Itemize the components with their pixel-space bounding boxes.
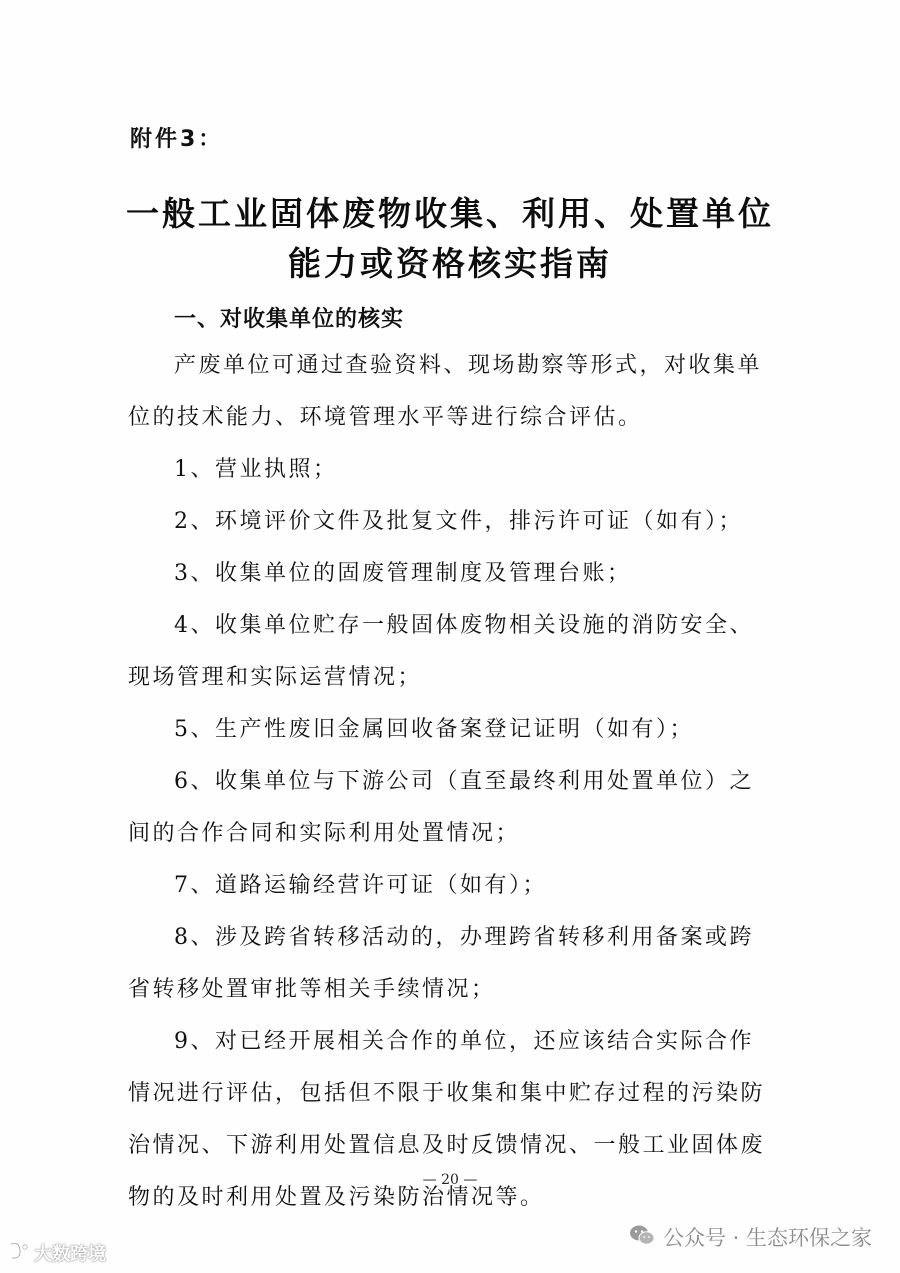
watermark-brand-text: 大数跨境 bbox=[34, 1244, 106, 1265]
body-line: 治情况、下游利用处置信息及时反馈情况、一般工业固体废 bbox=[128, 1133, 766, 1158]
body-line: 2、环境评价文件及批复文件，排污许可证（如有）； bbox=[174, 509, 743, 534]
body-line: 7、道路运输经营许可证（如有）； bbox=[174, 873, 547, 898]
body-line: 8、涉及跨省转移活动的，办理跨省转移利用备案或跨 bbox=[174, 925, 754, 950]
wechat-icon bbox=[629, 1224, 655, 1251]
body-line: 间的合作合同和实际利用处置情况； bbox=[128, 821, 521, 846]
body-line: 3、收集单位的固废管理制度及管理台账； bbox=[174, 561, 632, 586]
document-title-line2: 能力或资格核实指南 bbox=[288, 244, 612, 283]
body-line: 情况进行评估，包括但不限于收集和集中贮存过程的污染防 bbox=[128, 1081, 766, 1106]
watermark-brand bbox=[8, 1240, 106, 1266]
watermark-account bbox=[629, 1222, 872, 1252]
body-line: 6、收集单位与下游公司（直至最终利用处置单位）之 bbox=[174, 769, 754, 794]
body-line: 物的及时利用处置及污染防治情况等。 bbox=[128, 1185, 545, 1210]
attachment-label: 附件3： bbox=[130, 127, 224, 152]
section-heading: 一、对收集单位的核实 bbox=[174, 307, 405, 332]
page-number: — 20 — bbox=[422, 1172, 478, 1188]
document-title-line1: 一般工业固体废物收集、利用、处置单位 bbox=[126, 194, 774, 233]
body-line: 5、生产性废旧金属回收备案登记证明（如有）； bbox=[174, 717, 694, 742]
body-line: 4、收集单位贮存一般固体废物相关设施的消防安全、 bbox=[174, 613, 754, 638]
body-line: 现场管理和实际运营情况； bbox=[128, 665, 423, 690]
body-line: 产废单位可通过查验资料、现场勘察等形式，对收集单 bbox=[174, 353, 763, 378]
body-line: 1、营业执照； bbox=[174, 457, 338, 482]
body-line: 9、对已经开展相关合作的单位，还应该结合实际合作 bbox=[174, 1029, 754, 1054]
document-body bbox=[128, 340, 774, 1224]
brand-logo-icon bbox=[8, 1241, 30, 1266]
body-line: 位的技术能力、环境管理水平等进行综合评估。 bbox=[128, 405, 643, 430]
body-line: 省转移处置审批等相关手续情况； bbox=[128, 977, 496, 1002]
watermark-account-text: 公众号 · 生态环保之家 bbox=[662, 1226, 872, 1250]
